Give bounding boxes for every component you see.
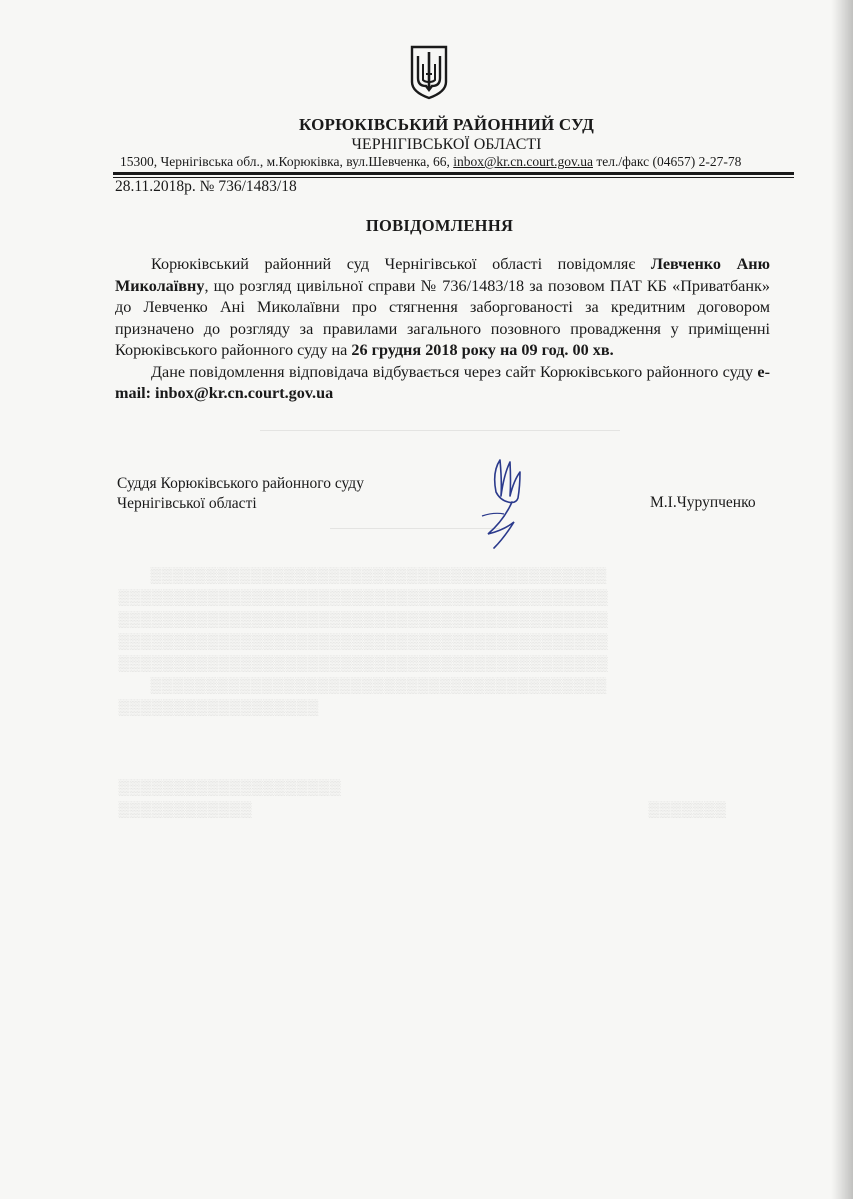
bleed-through-text: ▒▒▒▒▒▒▒▒▒▒▒▒▒▒▒▒▒▒▒▒▒▒▒▒▒▒▒▒▒▒▒▒▒▒▒▒▒▒▒▒▒▒▒▒ xyxy=(118,612,608,628)
bleed-through-text: ▒▒▒▒▒▒▒▒▒▒▒▒▒▒▒▒▒▒▒▒▒▒▒▒▒▒▒▒▒▒▒▒▒▒▒▒▒▒▒▒▒ xyxy=(150,568,607,584)
document-title: ПОВІДОМЛЕННЯ xyxy=(365,216,514,235)
court-email: e-mail: inbox@kr.cn.court.gov.ua xyxy=(115,362,770,402)
notice-paragraph-2 xyxy=(115,362,770,405)
paragraph-text: , що розгляд цивільної справи № 736/1483/18 за позовом ПАТ КБ «Приватбанк» до Левченко Ані Миколаївни про стягнення заборгованості за кредитним договором призначено до розгляду за правилами загального позовного провадження у приміщенні Корюківського районного суду на xyxy=(115,276,770,359)
date-and-case-number: 28.11.2018р. № 736/1483/18 xyxy=(115,178,297,195)
address-prefix: 15300, Чернігівська обл., м.Корюківка, вул.Шевченка, 66, xyxy=(120,154,454,169)
judge-signature-icon xyxy=(474,452,536,552)
bleed-through-text: ▒▒▒▒▒▒▒ xyxy=(648,802,726,818)
bleed-through-text: ▒▒▒▒▒▒▒▒▒▒▒▒▒▒▒▒▒▒▒▒▒▒▒▒▒▒▒▒▒▒▒▒▒▒▒▒▒▒▒▒▒▒▒▒ xyxy=(118,656,608,672)
judge-title-line-2: Чернігівської області xyxy=(117,495,257,512)
scan-edge-shadow xyxy=(831,0,853,1199)
judge-name: М.І.Чурупченко xyxy=(650,494,756,511)
bleed-through-text: ▒▒▒▒▒▒▒▒▒▒▒▒ xyxy=(118,802,252,818)
address-suffix: тел./факс (04657) 2-27-78 xyxy=(593,154,742,169)
court-region: ЧЕРНІГІВСЬКОЇ ОБЛАСТІ xyxy=(351,136,542,153)
defendant-name: Левченко Аню Миколаївну xyxy=(115,255,770,295)
header-rule-thick xyxy=(113,172,794,175)
judge-title xyxy=(117,474,364,514)
paragraph-text: Дане повідомлення відповідача відбувається через сайт Корюківського районного суду xyxy=(151,362,758,381)
paragraph-text: Корюківський районний суд Чернігівської області повідомляє xyxy=(151,255,651,273)
bleed-through-text: ▒▒▒▒▒▒▒▒▒▒▒▒▒▒▒▒▒▒ xyxy=(118,700,319,716)
bleed-through-text: ▒▒▒▒▒▒▒▒▒▒▒▒▒▒▒▒▒▒▒▒▒▒▒▒▒▒▒▒▒▒▒▒▒▒▒▒▒▒▒▒▒▒▒▒ xyxy=(118,590,608,606)
judge-title-line-1: Суддя Корюківського районного суду xyxy=(117,475,364,492)
bleed-through-text: ▒▒▒▒▒▒▒▒▒▒▒▒▒▒▒▒▒▒▒▒▒▒▒▒▒▒▒▒▒▒▒▒▒▒▒▒▒▒▒▒▒ xyxy=(150,678,607,694)
court-email-link[interactable]: inbox@kr.cn.court.gov.ua xyxy=(453,154,593,169)
court-address xyxy=(120,154,792,170)
bleed-through-text: ▒▒▒▒▒▒▒▒▒▒▒▒▒▒▒▒▒▒▒▒▒▒▒▒▒▒▒▒▒▒▒▒▒▒▒▒▒▒▒▒▒▒▒▒ xyxy=(118,634,608,650)
notice-paragraph-1 xyxy=(115,254,770,362)
bleed-through-rule xyxy=(260,430,620,431)
hearing-date: 26 грудня 2018 року на 09 год. 00 хв. xyxy=(351,341,614,359)
bleed-through-text: ▒▒▒▒▒▒▒▒▒▒▒▒▒▒▒▒▒▒▒▒ xyxy=(118,780,341,796)
notice-body xyxy=(115,254,770,405)
coat-of-arms-icon xyxy=(409,44,449,100)
court-name: КОРЮКІВСЬКИЙ РАЙОННИЙ СУД xyxy=(298,115,595,134)
